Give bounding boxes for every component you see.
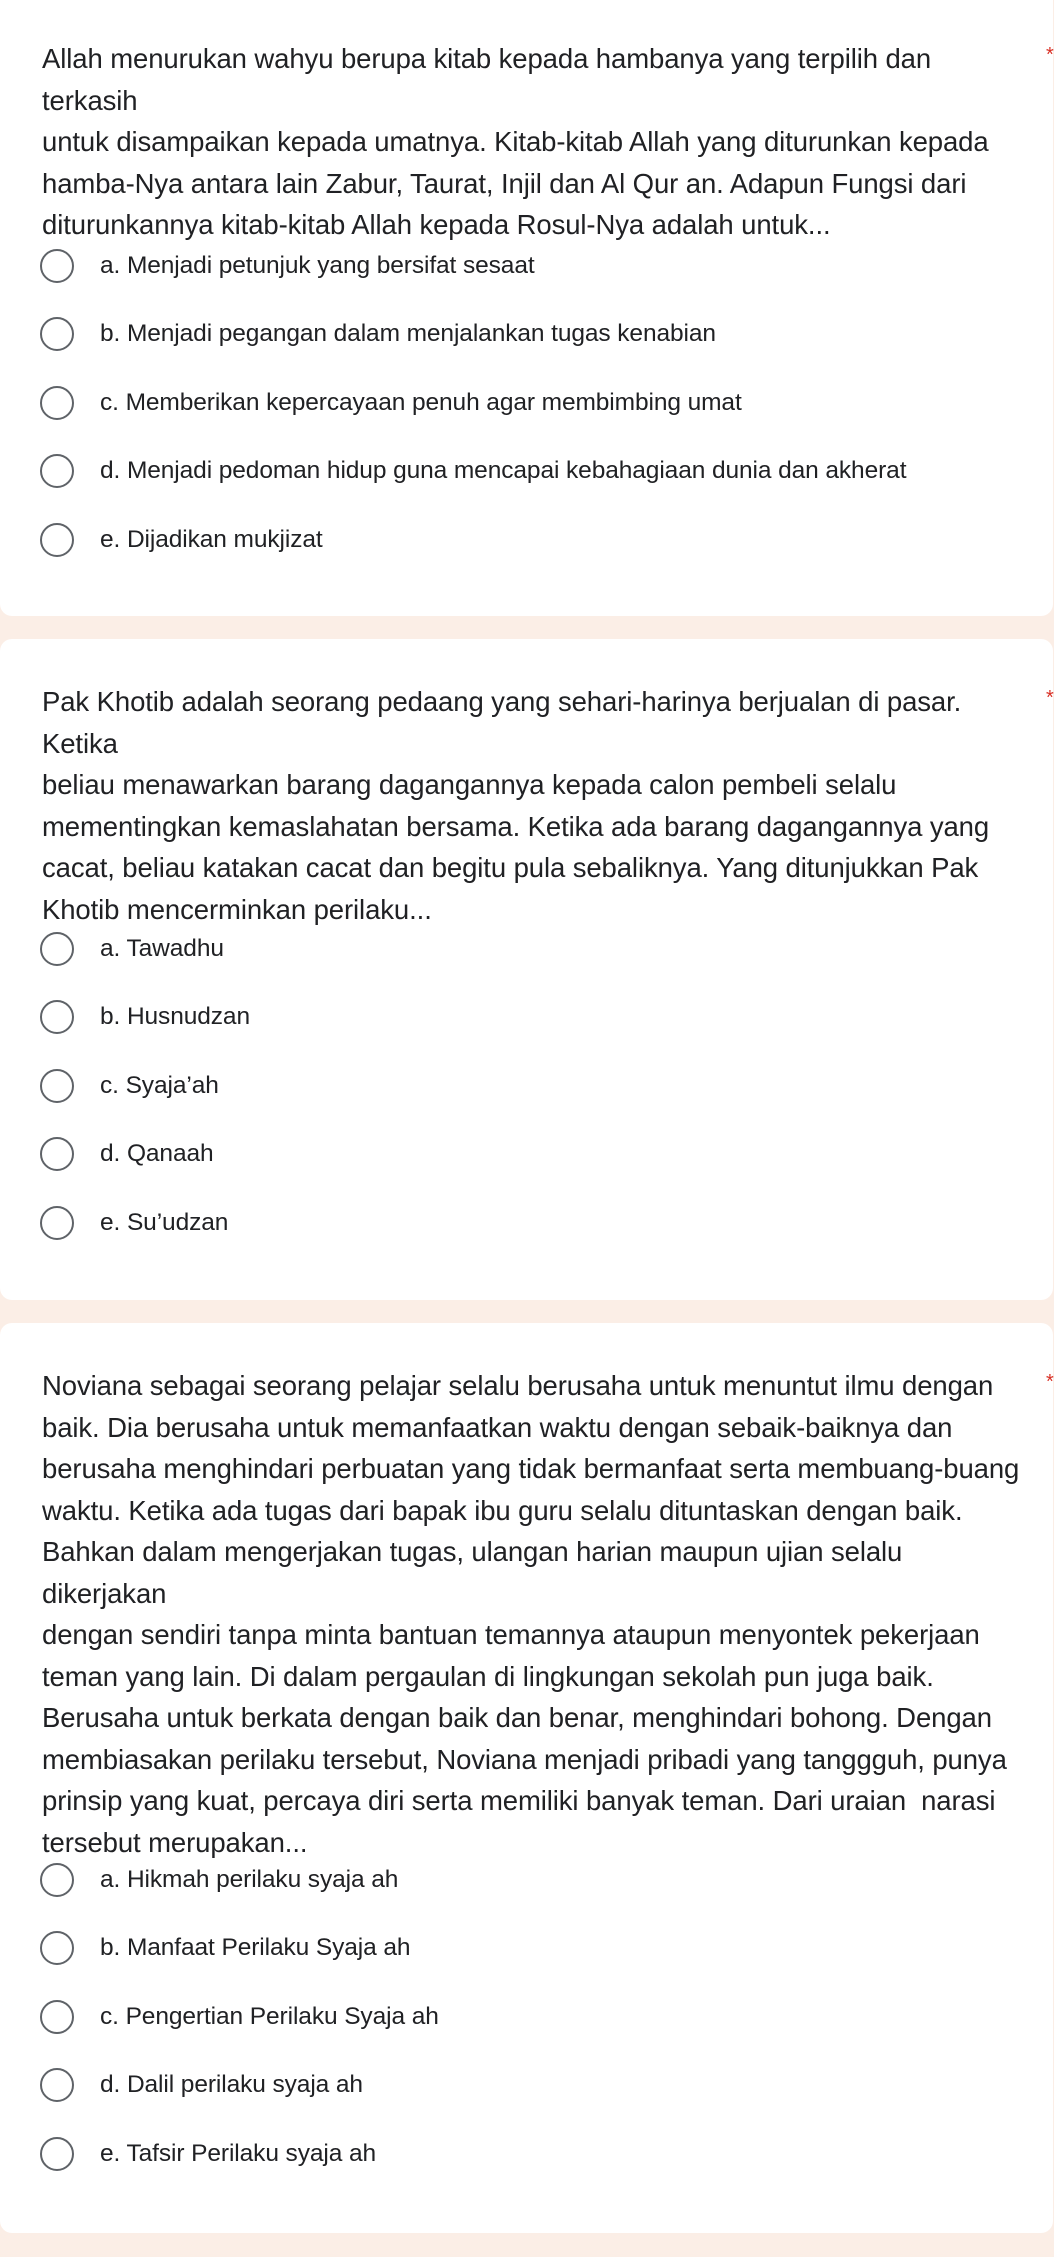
option-label[interactable]: b. Husnudzan: [100, 1003, 250, 1030]
required-asterisk: *: [1046, 1371, 1054, 1393]
radio-circle-icon[interactable]: [40, 932, 74, 966]
option-label[interactable]: a. Menjadi petunjuk yang bersifat sesaat: [100, 252, 535, 279]
option-radio-e[interactable]: [40, 2134, 376, 2174]
radio-circle-icon[interactable]: [40, 1931, 74, 1965]
option-radio-d[interactable]: [40, 2065, 363, 2105]
option-label[interactable]: c. Memberikan kepercayaan penuh agar membimbing umat: [100, 389, 742, 416]
radio-circle-icon[interactable]: [40, 2137, 74, 2171]
option-label[interactable]: a. Hikmah perilaku syaja ah: [100, 1866, 399, 1893]
option-radio-a[interactable]: [40, 1860, 398, 1900]
radio-circle-icon[interactable]: [40, 249, 74, 283]
option-radio-b[interactable]: [40, 1928, 410, 1968]
option-label[interactable]: d. Dalil perilaku syaja ah: [100, 2071, 363, 2098]
option-label[interactable]: d. Qanaah: [100, 1140, 214, 1167]
option-label[interactable]: b. Manfaat Perilaku Syaja ah: [100, 1934, 411, 1961]
radio-circle-icon[interactable]: [40, 1000, 74, 1034]
option-radio-c[interactable]: [40, 383, 742, 423]
radio-circle-icon[interactable]: [40, 1206, 74, 1240]
option-radio-d[interactable]: [40, 1134, 214, 1174]
required-asterisk: *: [1046, 44, 1054, 66]
radio-circle-icon[interactable]: [40, 1863, 74, 1897]
option-radio-e[interactable]: [40, 520, 323, 560]
option-radio-e[interactable]: [40, 1203, 228, 1243]
option-radio-c[interactable]: [40, 1997, 439, 2037]
option-radio-a[interactable]: [40, 929, 224, 969]
option-radio-c[interactable]: [40, 1066, 219, 1106]
radio-circle-icon[interactable]: [40, 1069, 74, 1103]
radio-circle-icon[interactable]: [40, 2000, 74, 2034]
question-card-3: [0, 1323, 1053, 2233]
question-text: Allah menurukan wahyu berupa kitab kepada hambanya yang terpilih dan terkasih untuk disampaikan kepada umatnya. Kitab-kitab Allah yang diturunkan kepada hamba-Nya antara lain Zabur, Taurat, Injil dan Al Qur an. Adapun Fungsi dari diturunkannya kitab-kitab Allah kepada Rosul-Nya adalah untuk...: [42, 43, 989, 240]
option-label[interactable]: e. Su’udzan: [100, 1209, 229, 1236]
option-label[interactable]: e. Tafsir Perilaku syaja ah: [100, 2140, 377, 2167]
radio-circle-icon[interactable]: [40, 2068, 74, 2102]
radio-circle-icon[interactable]: [40, 454, 74, 488]
question-text: Pak Khotib adalah seorang pedaang yang sehari-harinya berjualan di pasar. Ketika beliau menawarkan barang dagangannya kepada calon pembeli selalu mementingkan kemaslahatan bersama. Ketika ada barang dagangannya yang cacat, beliau katakan cacat dan begitu pula sebaliknya. Yang ditunjukkan Pak Khotib mencerminkan perilaku...: [42, 686, 990, 925]
option-radio-d[interactable]: [40, 451, 906, 491]
option-label[interactable]: e. Dijadikan mukjizat: [100, 526, 323, 553]
required-asterisk: *: [1046, 687, 1054, 709]
option-label[interactable]: c. Syaja’ah: [100, 1072, 219, 1099]
option-label[interactable]: b. Menjadi pegangan dalam menjalankan tugas kenabian: [100, 320, 716, 347]
option-radio-b[interactable]: [40, 997, 250, 1037]
option-radio-b[interactable]: [40, 314, 716, 354]
option-label[interactable]: c. Pengertian Perilaku Syaja ah: [100, 2003, 439, 2030]
question-text: Noviana sebagai seorang pelajar selalu berusaha untuk menuntut ilmu dengan baik. Dia berusaha untuk memanfaatkan waktu dengan sebaik-baiknya dan berusaha menghindari perbuatan yang tidak bermanfaat serta membuang-buang waktu. Ketika ada tugas dari bapak ibu guru selalu dituntaskan dengan baik. Bahkan dalam mengerjakan tugas, ulangan harian maupun ujian selalu dikerjakan dengan sendiri tanpa minta bantuan temannya ataupun menyontek pekerjaan teman yang lain. Di dalam pergaulan di lingkungan sekolah pun juga baik. Berusaha untuk berkata dengan baik dan benar, menghindari bohong. Dengan membiasakan perilaku tersebut, Noviana menjadi pribadi yang tanggguh, punya prinsip yang kuat, percaya diri serta memiliki banyak teman. Dari uraian narasi tersebut merupakan...: [42, 1370, 1020, 1858]
radio-circle-icon[interactable]: [40, 386, 74, 420]
question-card-1: [0, 0, 1053, 616]
option-label[interactable]: a. Tawadhu: [100, 935, 224, 962]
radio-circle-icon[interactable]: [40, 317, 74, 351]
radio-circle-icon[interactable]: [40, 523, 74, 557]
question-card-2: [0, 639, 1053, 1300]
radio-circle-icon[interactable]: [40, 1137, 74, 1171]
option-label[interactable]: d. Menjadi pedoman hidup guna mencapai kebahagiaan dunia dan akherat: [100, 457, 907, 484]
option-radio-a[interactable]: [40, 246, 535, 286]
